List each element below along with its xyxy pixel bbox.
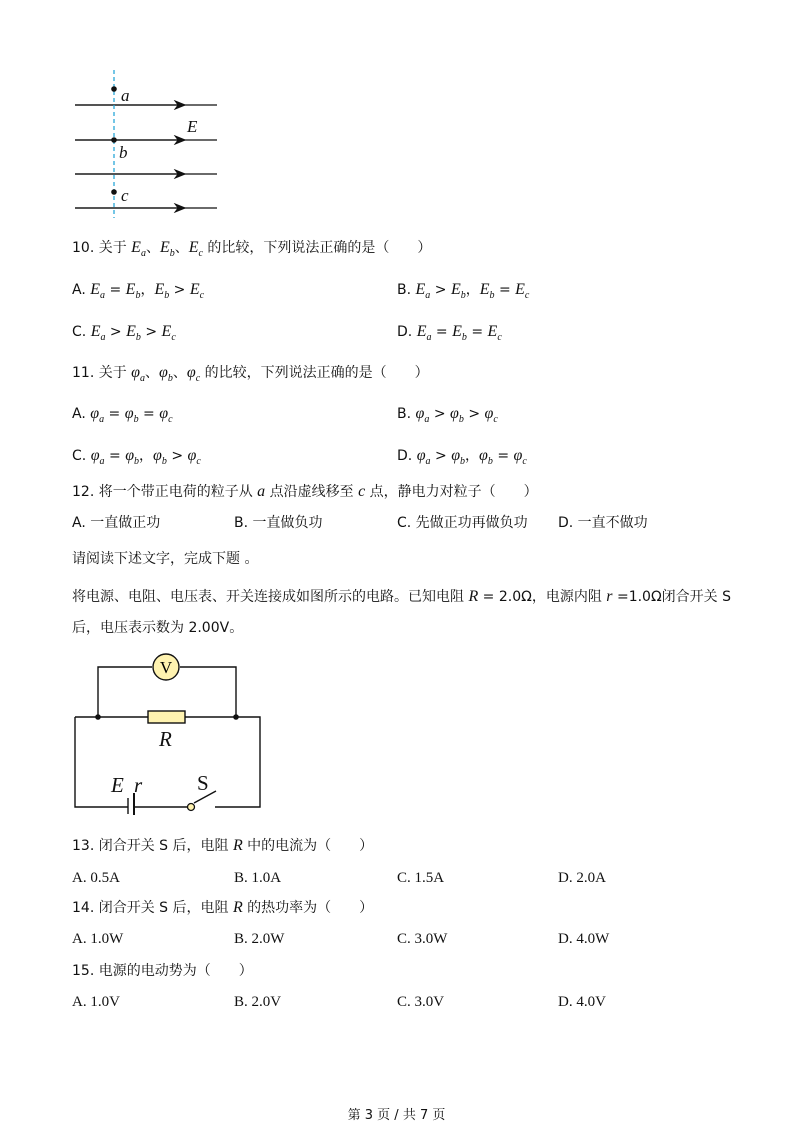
q12-option-d[interactable]: D. 一直不做功 [558,515,648,531]
q14-option-d[interactable]: D. 4.0W [558,931,610,947]
q11-stem: 11. 关于 $\varphi_a$、$\varphi_b$、$\varphi_c$ 的比较，下列说法正确的是（ ） [72,364,429,384]
q15-option-a[interactable]: A. 1.0V [72,994,120,1010]
q12-stem: 12. 将一个带正电荷的粒子从 a 点沿虚线移至 c 点，静电力对粒子（ ） [72,483,538,500]
q14-option-a[interactable]: A. 1.0W [72,931,124,947]
switch-pivot [188,804,195,811]
q13-option-a[interactable]: A. 0.5A [72,870,120,886]
q10-option-c[interactable]: C. $E_a > E_b > E_c$ [72,323,176,343]
passage-line-2: 后，电压表示数为 2.00V。 [72,620,244,636]
page-footer: 第 3 页 / 共 7 页 [347,1108,446,1123]
circuit-diagram [70,650,270,815]
q10-stem: 10. 关于 $E_a$、$E_b$、$E_c$ 的比较，下列说法正确的是（ ） [72,239,432,259]
point-a [111,86,117,92]
q15-stem: 15. 电源的电动势为（ ） [72,963,253,979]
q11-option-d[interactable]: D. $\varphi_a > \varphi_b$，$\varphi_b = \varphi_c$ [397,447,527,467]
q15-option-b[interactable]: B. 2.0V [234,994,282,1010]
switch-label: S [197,771,209,795]
voltmeter-label: V [159,658,173,677]
point-c [111,189,117,195]
q12-option-a[interactable]: A. 一直做正功 [72,515,161,531]
passage-line-1: 将电源、电阻、电压表、开关连接成如图所示的电路。已知电阻 R = 2.0Ω，电源内阻 r =1.0Ω闭合开关 S [72,588,731,605]
q14-stem: 14. 闭合开关 S 后，电阻 R 的热功率为（ ） [72,899,374,916]
q13-option-b[interactable]: B. 1.0A [234,870,282,886]
reading-intro: 请阅读下述文字，完成下题 。 [72,551,259,567]
q11-option-b[interactable]: B. $\varphi_a > \varphi_b > \varphi_c$ [397,405,498,425]
q11-option-c[interactable]: C. $\varphi_a = \varphi_b$，$\varphi_b > \varphi_c$ [72,447,201,467]
q12-option-b[interactable]: B. 一直做负功 [234,515,323,531]
label-b: b [119,143,128,162]
q10-option-d[interactable]: D. $E_a = E_b = E_c$ [397,323,502,343]
q13-option-d[interactable]: D. 2.0A [558,870,606,886]
label-a: a [121,86,130,105]
electric-field-diagram [70,68,230,220]
q13-option-c[interactable]: C. 1.5A [397,870,445,886]
resistor-label: R [159,727,172,751]
emf-label: E [111,773,124,797]
q13-stem: 13. 闭合开关 S 后，电阻 R 中的电流为（ ） [72,837,374,854]
q15-option-c[interactable]: C. 3.0V [397,994,445,1010]
q14-option-c[interactable]: C. 3.0W [397,931,448,947]
q11-option-a[interactable]: A. $\varphi_a = \varphi_b = \varphi_c$ [72,405,173,425]
internal-resistance-label: r [134,773,143,797]
point-b [111,137,117,143]
label-E: E [187,117,198,136]
q14-option-b[interactable]: B. 2.0W [234,931,285,947]
q10-option-b[interactable]: B. $E_a > E_b$，$E_b = E_c$ [397,281,530,301]
label-c: c [121,186,129,205]
q12-option-c[interactable]: C. 先做正功再做负功 [397,515,528,531]
q10-option-a[interactable]: A. $E_a = E_b$，$E_b > E_c$ [72,281,205,301]
q15-option-d[interactable]: D. 4.0V [558,994,606,1010]
resistor [148,711,185,723]
